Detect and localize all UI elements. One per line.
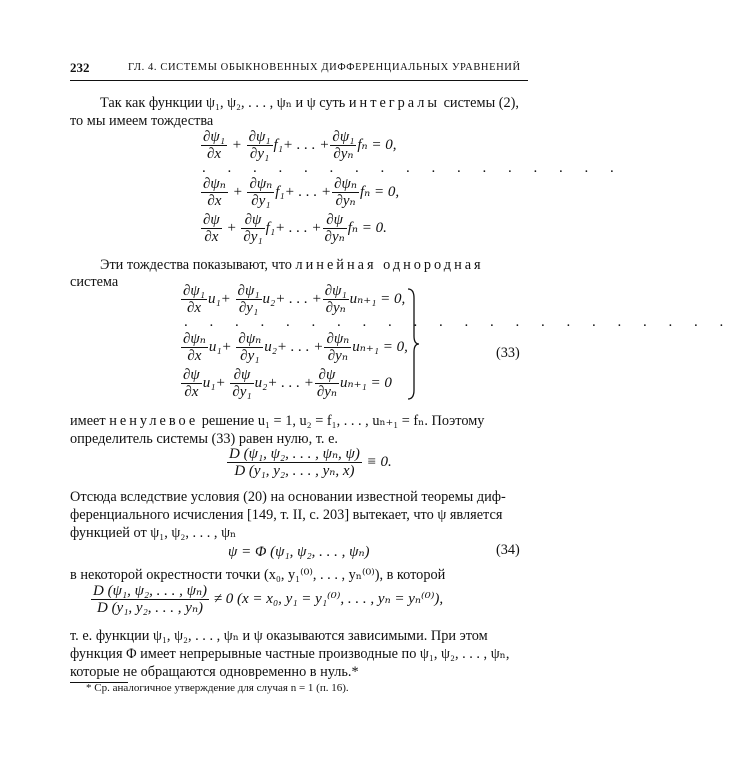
identity-row-2: $\frac{\text{∂ψₙ}}{\partial x}$ + $\frac{\text{∂ψₙ}}{\text{∂y₁}}$ f₁+ . . . + $\frac{\text{∂ψₙ}}{\text{∂yₙ}}$ fₙ = 0, [203,176,400,209]
system-row-1: $\frac{\text{∂ψ₁}}{\partial x}$ u₁+ $\frac{\text{∂ψ₁}}{\text{∂y₁}}$ u₂+ . . . + $\frac{\text{∂ψ₁}}{\text{∂yₙ}}$ uₙ₊₁ = 0, [183,283,406,316]
system-row-3: $\frac{\partial\psi}{\partial x}$ u₁+ $\frac{\partial\psi}{\text{∂y₁}}$ u₂+ . . . + $\frac{\partial\psi}{\text{∂yₙ}}$ uₙ₊₁ = 0 [183,367,392,400]
running-header: ГЛ. 4. СИСТЕМЫ ОБЫКНОВЕННЫХ ДИФФЕРЕНЦИАЛЬНЫХ УРАВНЕНИЙ [128,62,521,73]
para4-line3: функцией от ψ₁, ψ₂, . . . , ψₙ [70,525,237,541]
para1-line1: Так как функции ψ₁, ψ₂, . . . , ψₙ и ψ суть интегралы системы (2), [100,95,519,111]
para2-line2: система [70,274,119,290]
para2-line1: Эти тождества показывают, что линейная однородная [100,257,484,273]
para6-line1: т. е. функции ψ₁, ψ₂, . . . , ψₙ и ψ оказываются зависимыми. При этом [70,628,488,644]
determinant-equation: $\frac{\text{D (ψ₁, ψ₂, . . . , ψₙ, ψ)}}{\text{D (y₁, y₂, . . . , yₙ, x)}}$ ≡ 0. [229,446,392,479]
equation-34: ψ = Φ (ψ₁, ψ₂, . . . , ψₙ) [228,544,370,560]
para3-line1: имеет ненулевое решение u₁ = 1, u₂ = f₁, . . . , uₙ₊₁ = fₙ. Поэтому [70,413,485,429]
identity-row-3: $\frac{\partial\psi}{\partial x}$ + $\frac{\partial\psi}{\text{∂y₁}}$ f₁+ . . . + $\frac{\partial\psi}{\text{∂yₙ}}$ fₙ = 0. [203,212,387,245]
header-rule [70,80,528,81]
para4-line2: ференциального исчисления [149, т. II, с. 203] вытекает, что ψ является [70,507,503,523]
page-number: 232 [70,60,90,75]
right-brace [406,288,420,400]
para4-line1: Отсюда вследствие условия (20) на основании известной теоремы диф- [70,489,506,505]
para6-line3: которые не обращаются одновременно в нуль.* [70,664,359,680]
system-row-2: $\frac{\text{∂ψₙ}}{\partial x}$ u₁+ $\frac{\text{∂ψₙ}}{\text{∂y₁}}$ u₂+ . . . + $\frac{\text{∂ψₙ}}{\text{∂yₙ}}$ uₙ₊₁ = 0, [183,331,408,364]
para1-line2: то мы имеем тождества [70,113,214,129]
identity-dots: . . . . . . . . . . . . . . . . . [202,160,623,176]
footnote: * Ср. аналогичное утверждение для случая n = 1 (п. 16). [86,682,349,694]
equation-number-33: (33) [496,345,520,361]
equation-number-34: (34) [496,542,520,558]
jacobian-condition: $\frac{\text{D (ψ₁, ψ₂, . . . , ψₙ)}}{\text{D (y₁, y₂, . . . , yₙ)}}$ ≠ 0 (x = x₀, y₁ = y₁⁽⁰⁾, . . . , yₙ = yₙ⁽⁰⁾), [93,583,444,616]
system-dots: . . . . . . . . . . . . . . . . . . . . . . [184,314,732,330]
para3-line2: определитель системы (33) равен нулю, т. е. [70,431,338,447]
para5-line1: в некоторой окрестности точки (x₀, y₁⁽⁰⁾, . . . , yₙ⁽⁰⁾), в которой [70,567,446,583]
para6-line2: функция Φ имеет непрерывные частные производные по ψ₁, ψ₂, . . . , ψₙ, [70,646,510,662]
identity-row-1: $\frac{\text{∂ψ₁}}{\partial x}$ + $\frac{\text{∂ψ₁}}{\text{∂y₁}}$ f₁+ . . . + $\frac{\text{∂ψ₁}}{\text{∂yₙ}}$ fₙ = 0, [203,129,397,162]
